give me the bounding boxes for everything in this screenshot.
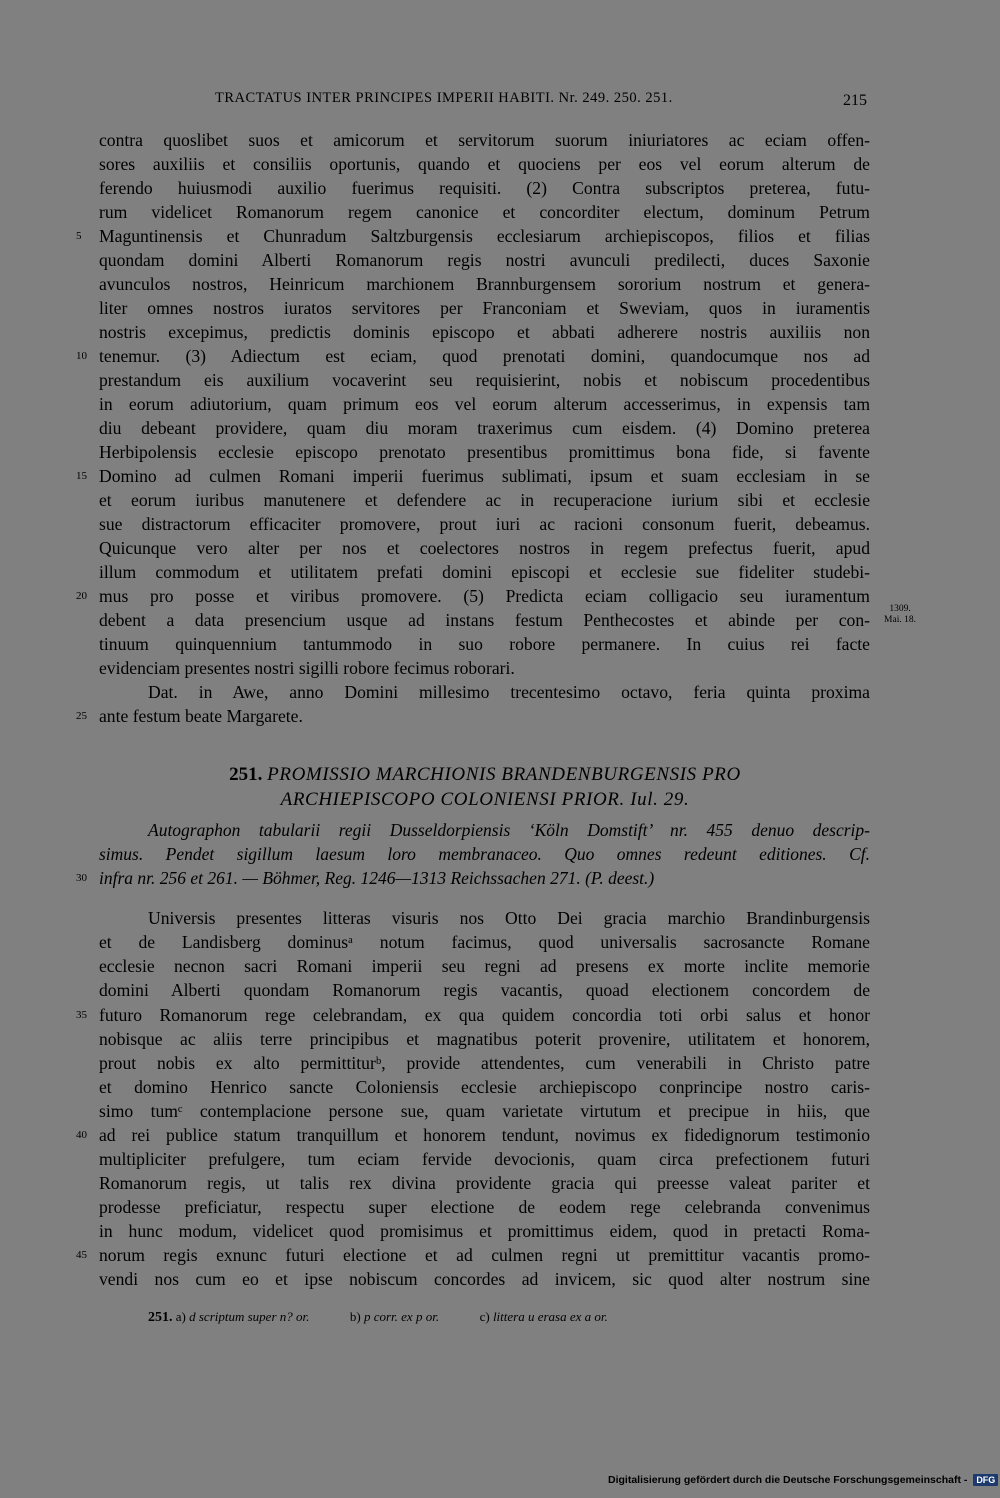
credit-text: Digitalisierung gefördert durch die Deutsche Forschungsgemeinschaft - [608, 1474, 968, 1486]
page-number: 215 [843, 92, 867, 109]
text-line: prodesse preficiatur, respectu super electione de eodem rege celebranda convenimus [99, 1197, 870, 1217]
footnote-b-text: p corr. ex p or. [363, 1309, 440, 1324]
regest-line: infra nr. 256 et 261. — Böhmer, Reg. 1246—1313 Reichssachen 271. (P. deest.) [99, 868, 655, 888]
line-number: 20 [76, 590, 87, 602]
text-line: diu debeant providere, quam diu moram traxerimus cum eisdem. (4) Domino preterea [99, 418, 870, 438]
text-line: avunculos nostros, Heinricum marchionem Brannburgensem sororium nostrum et genera- [99, 274, 870, 294]
text-line: in eorum adiutorium, quam primum eos vel eorum alterum accesserimus, in expensis tam [99, 394, 870, 414]
line-number: 35 [76, 1009, 87, 1021]
text-line: et de Landisberg dominusᵃ notum facimus, quod universalis sacrosancte Romane [99, 932, 870, 952]
text-line: et domino Henrico sancte Coloniensis ecclesie archiepiscopo conprincipe nostro caris- [99, 1077, 870, 1097]
text-line: tenemur. (3) Adiectum est eciam, quod prenotati domini, quandocumque nos ad [99, 346, 870, 366]
line-number: 45 [76, 1249, 87, 1261]
text-line: Romanorum regis, ut talis rex divina providente gracia qui preesse valeat pariter et [99, 1173, 870, 1193]
digitization-credit [608, 1474, 998, 1486]
text-line: ferendo huiusmodi auxilio fuerimus requisiti. (2) Contra subscriptos preterea, futu- [99, 178, 870, 198]
text-line: Maguntinensis et Chunradum Saltzburgensis ecclesiarum archiepiscopos, filios et filias [99, 226, 870, 246]
text-line: tinuum quinquennium tantummodo in suo robore permanere. In cuius rei facte [99, 634, 870, 654]
footnote-c-mark: c) [479, 1309, 490, 1324]
footnotes [148, 1307, 608, 1328]
heading-line [100, 787, 870, 813]
text-line: nobisque ac aliis terre principibus et magnatibus poterit provenire, utilitatem et honorem, [99, 1029, 870, 1049]
text-line: prestandum eis auxilium vocaverint seu requisierint, nobis et nobiscum procedentibus [99, 370, 870, 390]
line-number: 5 [76, 230, 82, 242]
text-line: rum videlicet Romanorum regem canonice et concorditer electum, dominum Petrum [99, 202, 870, 222]
text-line: ad rei publice statum tranquillum et honorem tendunt, novimus ex fidedignorum testimonio [99, 1125, 870, 1145]
footnote-a-mark: a) [175, 1309, 186, 1324]
text-line: sores auxiliis et consiliis oportunis, quando et quociens per eos vel eorum alterum de [99, 154, 870, 174]
text-line: prout nobis ex alto permittiturᵇ, provide attendentes, cum venerabili in Christo patre [99, 1053, 870, 1073]
text-line: domini Alberti quondam Romanorum regis vacantis, quoad electionem concordem de [99, 980, 870, 1000]
footnote-b-mark: b) [349, 1309, 361, 1324]
text-line: et eorum iuribus manutenere et defendere ac in recuperacione iurium sibi et ecclesie [99, 490, 870, 510]
text-line: norum regis exnunc futuri electione et ad culmen regni ut premittitur vacantis promo- [99, 1245, 870, 1265]
text-line: debent a data presencium usque ad instans festum Penthecostes et abinde per con- [99, 610, 870, 630]
heading-number: 251. [229, 764, 263, 785]
text-line: sue distractorum efficaciter promovere, prout iuri ac racioni consonum fuerit, debeamus. [99, 514, 870, 534]
text-line: quondam domini Alberti Romanorum regis nostri avunculi predilecti, duces Saxonie [99, 250, 870, 270]
text-line: evidenciam presentes nostri sigilli robore fecimus roborari. [99, 658, 515, 678]
heading-line [100, 762, 870, 788]
heading-title-1: PROMISSIO MARCHIONIS BRANDENBURGENSIS PRO [267, 764, 741, 785]
text-line: liter omnes nostros iuratos servitores per Franconiam et Sweviam, quos in iuramentis [99, 298, 870, 318]
line-number: 40 [76, 1129, 87, 1141]
text-line: vendi nos cum eo et ipse nobiscum concordes ad invicem, sic quod alter nostrum sine [99, 1269, 870, 1289]
dating-line: Dat. in Awe, anno Domini millesimo trecentesimo octavo, feria quinta proxima [148, 682, 870, 702]
footnote-number: 251. [148, 1310, 173, 1325]
dfg-logo-icon: DFG [973, 1474, 998, 1486]
margin-date-year: 1309. [889, 604, 911, 614]
text-line: futuro Romanorum rege celebrandam, ex qua quidem concordia toti orbi salus et honor [99, 1005, 870, 1025]
text-line: nostris excepimus, predictis dominis episcopo et abbati adherere nostris auxiliis non [99, 322, 870, 342]
text-line: Herbipolensis ecclesie episcopo prenotato presentibus promittimus bona fide, si favente [99, 442, 870, 462]
line-number: 15 [76, 470, 87, 482]
text-line: simo tumᶜ contemplacione persone sue, quam varietate virtutum et precipue in hiis, que [99, 1101, 870, 1121]
dating-line: ante festum beate Margarete. [99, 706, 303, 726]
text-line: mus pro posse et viribus promovere. (5) Predicta eciam colligacio seu iuramentum [99, 586, 870, 606]
text-line: ecclesie necnon sacri Romani imperii seu regni ad presens ex morte inclite memorie [99, 956, 870, 976]
line-number: 30 [76, 872, 87, 884]
line-number: 25 [76, 710, 87, 722]
text-line: Universis presentes litteras visuris nos Otto Dei gracia marchio Brandinburgensis [148, 908, 870, 928]
text-line: Quicunque vero alter per nos et coelectores nostros in regem prefectus fuerit, apud [99, 538, 870, 558]
line-number: 10 [76, 350, 87, 362]
text-line: in hunc modum, videlicet quod promisimus et promittimus eidem, quod in pretacti Roma- [99, 1221, 870, 1241]
regest-line: simus. Pendet sigillum laesum loro membranaceo. Quo omnes redeunt editiones. Cf. [99, 844, 870, 864]
regest-line: Autographon tabularii regii Dusseldorpiensis ‘Köln Domstift’ nr. 455 denuo descrip- [148, 820, 870, 840]
footnote-c-text: littera u erasa ex a or. [492, 1309, 608, 1324]
running-head: TRACTATUS INTER PRINCIPES IMPERII HABITI. Nr. 249. 250. 251. [215, 90, 673, 106]
heading-title-2: ARCHIEPISCOPO COLONIENSI PRIOR. Iul. 29. [280, 789, 690, 810]
text-line: illum commodum et utilitatem prefati domini episcopi et ecclesie sue fideliter studebi- [99, 562, 870, 582]
text-line: multipliciter prefulgere, tum eciam fervide devocionis, quam circa prefectionem futuri [99, 1149, 870, 1169]
margin-date-day: Mai. 18. [884, 615, 916, 625]
margin-date [872, 604, 928, 626]
text-line: contra quoslibet suos et amicorum et servitorum suorum iniuriatores ac eciam offen- [99, 130, 870, 150]
footnote-a-text: d scriptum super n? or. [189, 1309, 310, 1324]
text-line: Domino ad culmen Romani imperii fuerimus sublimati, ipsum et suam ecclesiam in se [99, 466, 870, 486]
